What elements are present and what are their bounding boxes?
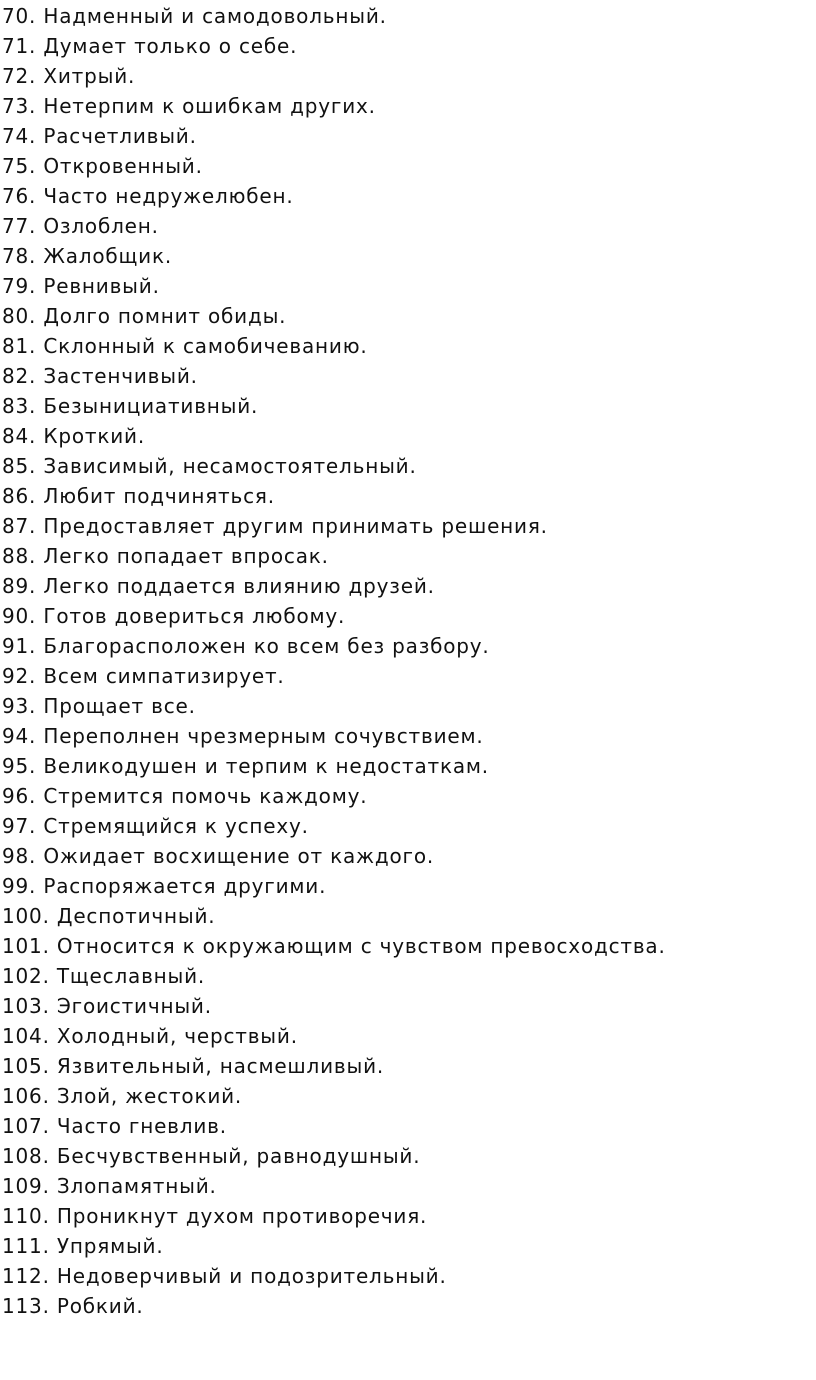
list-item: 72. Хитрый.: [2, 64, 136, 88]
list-item: 70. Надменный и самодовольный.: [2, 4, 387, 28]
list-item: 112. Недоверчивый и подозрительный.: [2, 1264, 447, 1288]
list-item: 108. Бесчувственный, равнодушный.: [2, 1144, 421, 1168]
list-item: 75. Откровенный.: [2, 154, 203, 178]
list-item: 111. Упрямый.: [2, 1234, 164, 1258]
list-item: 77. Озлоблен.: [2, 214, 159, 238]
list-item: 101. Относится к окружающим с чувством превосходства.: [2, 934, 666, 958]
list-item: 90. Готов довериться любому.: [2, 604, 346, 628]
list-item: 93. Прощает все.: [2, 694, 196, 718]
list-item: 89. Легко поддается влиянию друзей.: [2, 574, 435, 598]
list-item: 79. Ревнивый.: [2, 274, 160, 298]
list-item: 106. Злой, жестокий.: [2, 1084, 243, 1108]
list-item: 82. Застенчивый.: [2, 364, 198, 388]
list-item: 74. Расчетливый.: [2, 124, 197, 148]
list-item: 105. Язвительный, насмешливый.: [2, 1054, 385, 1078]
list-item: 109. Злопамятный.: [2, 1174, 217, 1198]
list-item: 73. Нетерпим к ошибкам других.: [2, 94, 376, 118]
trait-list: [2, 1, 666, 1321]
list-item: 92. Всем симпатизирует.: [2, 664, 285, 688]
list-item: 98. Ожидает восхищение от каждого.: [2, 844, 435, 868]
list-item: 100. Деспотичный.: [2, 904, 216, 928]
list-item: 102. Тщеславный.: [2, 964, 206, 988]
list-item: 76. Часто недружелюбен.: [2, 184, 294, 208]
list-item: 104. Холодный, черствый.: [2, 1024, 298, 1048]
list-item: 103. Эгоистичный.: [2, 994, 212, 1018]
list-item: 96. Стремится помочь каждому.: [2, 784, 368, 808]
list-item: 94. Переполнен чрезмерным сочувствием.: [2, 724, 484, 748]
list-item: 95. Великодушен и терпим к недостаткам.: [2, 754, 489, 778]
list-item: 110. Проникнут духом противоречия.: [2, 1204, 428, 1228]
list-item: 83. Безынициативный.: [2, 394, 259, 418]
list-item: 107. Часто гневлив.: [2, 1114, 227, 1138]
list-item: 91. Благорасположен ко всем без разбору.: [2, 634, 490, 658]
list-item: 80. Долго помнит обиды.: [2, 304, 287, 328]
list-item: 87. Предоставляет другим принимать решения.: [2, 514, 548, 538]
list-item: 97. Стремящийся к успеху.: [2, 814, 309, 838]
list-item: 88. Легко попадает впросак.: [2, 544, 329, 568]
list-item: 84. Кроткий.: [2, 424, 145, 448]
list-item: 113. Робкий.: [2, 1294, 144, 1318]
list-item: 71. Думает только о себе.: [2, 34, 298, 58]
list-item: 85. Зависимый, несамостоятельный.: [2, 454, 417, 478]
list-item: 81. Склонный к самобичеванию.: [2, 334, 368, 358]
list-item: 99. Распоряжается другими.: [2, 874, 327, 898]
list-item: 78. Жалобщик.: [2, 244, 172, 268]
list-item: 86. Любит подчиняться.: [2, 484, 275, 508]
